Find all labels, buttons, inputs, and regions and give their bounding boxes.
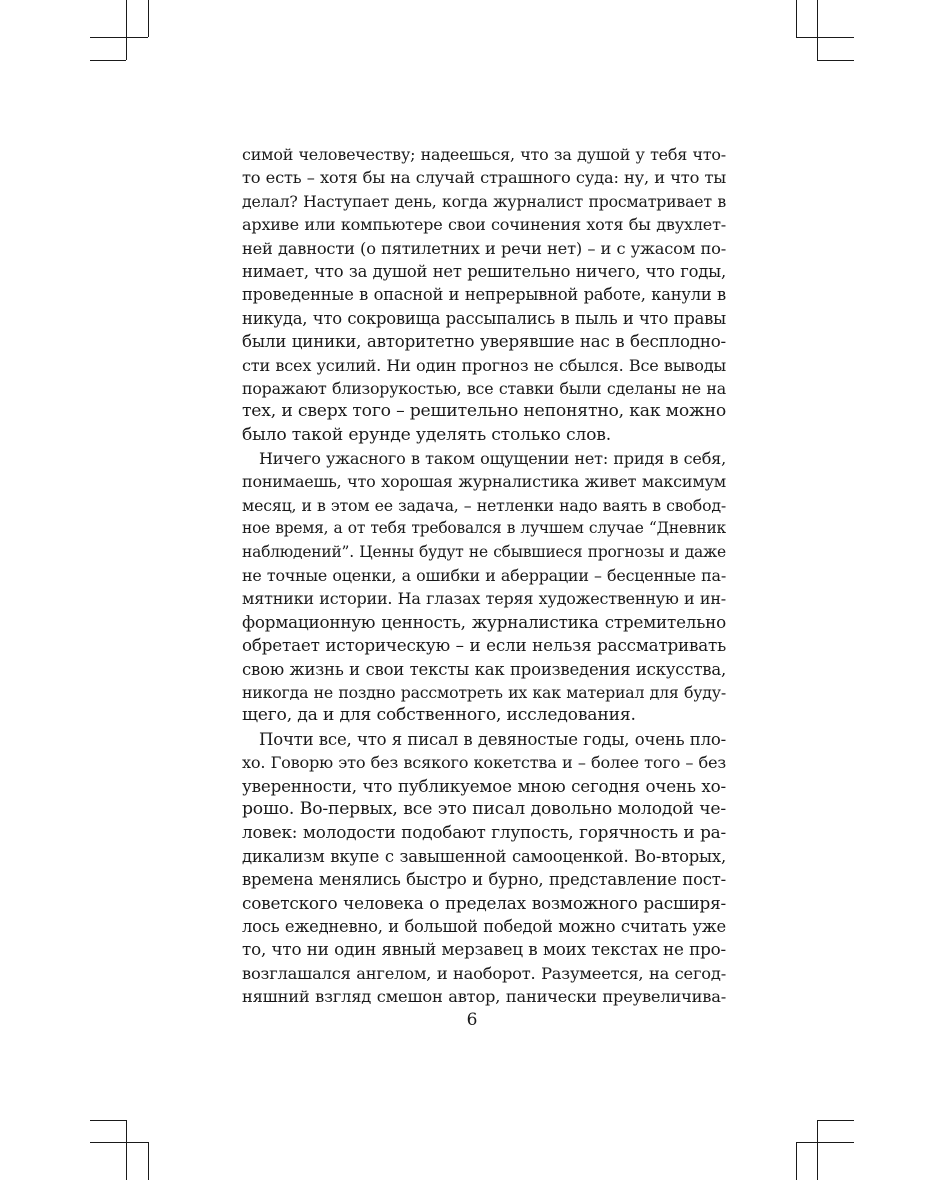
text-line: поражают близорукостью, все ставки были сделаны не на — [242, 378, 726, 398]
text-line: рошо. Во-первых, все это писал довольно молодой че- — [242, 798, 726, 819]
crop-mark-top-left-horizontal — [90, 37, 148, 38]
crop-mark-top-right-horizontal-lower — [817, 60, 854, 61]
text-line: нимает, что за душой нет решительно ничего, что годы, — [242, 261, 726, 281]
crop-mark-bottom-left-vertical-outer — [126, 1120, 127, 1180]
text-line: мятники истории. На глазах теряя художественную и ин- — [242, 589, 726, 609]
crop-mark-top-right-vertical-outer — [796, 0, 797, 37]
crop-mark-bottom-left-vertical-inner — [148, 1142, 149, 1180]
crop-mark-bottom-right-vertical-inner — [817, 1120, 818, 1180]
text-line: хо. Говорю это без всякого кокетства и – более того – без — [242, 753, 726, 773]
text-line: делал? Наступает день, когда журналист просматривает в — [242, 191, 726, 211]
crop-mark-top-left-vertical-inner — [148, 0, 149, 37]
text-line: тех, и сверх того – решительно непонятно, как можно — [242, 401, 726, 422]
text-line: никуда, что сокровища рассыпались в пыль и что правы — [242, 308, 726, 328]
text-line: наблюдений”. Ценны будут не сбывшиеся прогнозы и даже — [242, 542, 726, 561]
text-line: ловек: молодости подобают глупость, горячность и ра- — [242, 822, 726, 843]
text-line: симой человечеству; надеешься, что за душой у тебя что- — [242, 145, 726, 164]
crop-mark-top-left-vertical-outer — [126, 0, 127, 60]
crop-mark-bottom-right-horizontal — [796, 1142, 854, 1143]
text-line: возглашался ангелом, и наоборот. Разумеется, на сегод- — [242, 963, 726, 983]
text-line: были циники, авторитетно уверявшие нас в бесплодно- — [242, 332, 726, 352]
text-line: проведенные в опасной и непрерывной работе, канули в — [242, 285, 726, 305]
text-line: щего, да и для собственного, исследования. — [242, 705, 636, 726]
crop-mark-top-right-vertical-inner — [817, 0, 818, 60]
text-line: понимаешь, что хорошая журналистика живет максимум — [242, 472, 726, 492]
text-line: дикализм вкупе с завышенной самооценкой. Во-вторых, — [242, 846, 726, 866]
crop-mark-bottom-left-horizontal-upper — [90, 1120, 126, 1121]
text-line: месяц, и в этом ее задача, – нетленки надо ваять в свобод- — [242, 495, 726, 515]
paragraph-first-line: Ничего ужасного в таком ощущении нет: придя в себя, — [259, 449, 726, 469]
text-line: то, что ни один явный мерзавец в моих текстах не про- — [242, 939, 726, 960]
body-text — [242, 143, 726, 1008]
text-line: то есть – хотя бы на случай страшного суда: ну, и что ты — [242, 168, 726, 188]
text-line: свою жизнь и свои тексты как произведения искусства, — [242, 659, 726, 679]
paragraph-first-line: Почти все, что я писал в девяностые годы, очень пло- — [259, 729, 726, 749]
text-line: архиве или компьютере свои сочинения хотя бы двухлет- — [242, 215, 726, 235]
crop-mark-bottom-left-horizontal — [90, 1142, 148, 1143]
text-line: советского человека о пределах возможного расширя- — [242, 892, 726, 913]
crop-mark-bottom-right-vertical-outer — [796, 1142, 797, 1180]
text-line: обретает историческую – и если нельзя рассматривать — [242, 635, 726, 656]
page-number: 6 — [466, 1010, 478, 1030]
text-line: сти всех усилий. Ни один прогноз не сбылся. Все выводы — [242, 355, 726, 375]
text-line: времена менялись быстро и бурно, представление пост- — [242, 870, 726, 890]
text-line: было такой ерунде уделять столько слов. — [242, 424, 611, 445]
text-line: не точные оценки, а ошибки и аберрации – бесценные па- — [242, 566, 726, 586]
text-line: никогда не поздно рассмотреть их как материал для буду- — [242, 682, 726, 702]
crop-mark-top-right-horizontal — [796, 37, 854, 38]
text-line: формационную ценность, журналистика стремительно — [242, 611, 726, 632]
text-line: лось ежедневно, и большой победой можно считать уже — [242, 916, 726, 936]
text-line: ней давности (о пятилетних и речи нет) – и с ужасом по- — [242, 238, 726, 258]
text-line: ное время, а от тебя требовался в лучшем случае “Дневник — [242, 519, 726, 538]
text-line: уверенности, что публикуемое мною сегодня очень хо- — [242, 775, 726, 796]
crop-mark-top-left-horizontal-lower — [90, 60, 126, 61]
text-line: няшний взгляд смешон автор, панически преувеличива- — [242, 987, 726, 1007]
crop-mark-bottom-right-horizontal-upper — [817, 1120, 854, 1121]
